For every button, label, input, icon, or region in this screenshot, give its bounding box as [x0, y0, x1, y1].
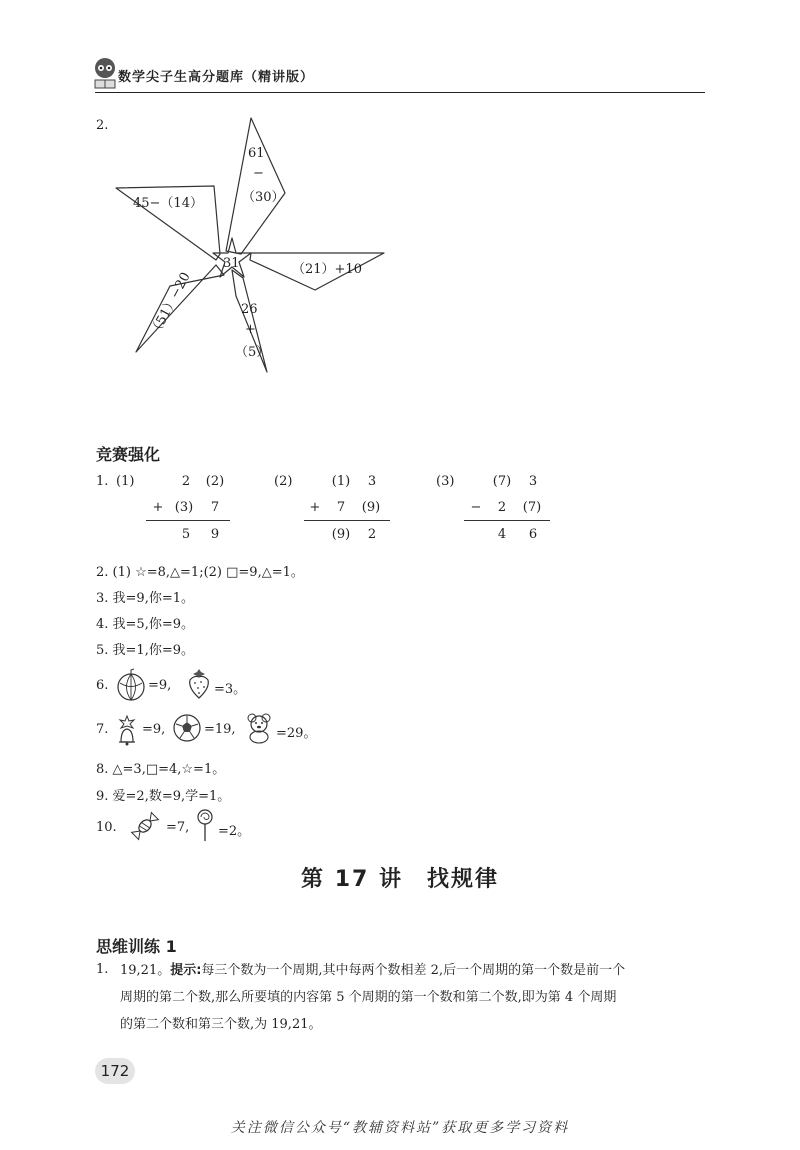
p2-operator: +	[309, 500, 321, 515]
p2-r1-c1: (1)	[331, 474, 351, 489]
p1-res-c1: 5	[181, 527, 191, 542]
q7-ball-value: =19,	[204, 722, 236, 737]
p2-sum-line	[304, 520, 390, 521]
q1-number: 1.	[96, 474, 109, 489]
lollipop-icon	[194, 808, 216, 842]
thinking-q1-line3: 的第二个数和第三个数,为 19,21。	[120, 1017, 322, 1032]
section-title-thinking: 思维训练 1	[96, 937, 177, 956]
star-center-value: 31	[223, 256, 240, 271]
p2-res-c2: 2	[367, 527, 377, 542]
book-title: 数学尖子生高分题库（精讲版）	[118, 70, 315, 85]
thinking-q1-number: 1.	[96, 962, 109, 977]
q7-bear-value: =29。	[276, 726, 317, 741]
q1-part3-label: (3)	[436, 474, 455, 489]
right-ray-expression: （21）+10	[292, 262, 362, 277]
top-ray-answer: （30）	[242, 190, 285, 205]
top-ray-operator: −	[253, 166, 264, 181]
thinking-q1-line2: 周期的第二个数,那么所要填的内容第 5 个周期的第一个数和第二个数,即为第 4 个周期	[120, 990, 617, 1005]
q6-strawberry-value: =3。	[214, 682, 247, 697]
q3-answer: 3. 我=9,你=1。	[96, 591, 194, 606]
p1-res-c2: 9	[210, 527, 220, 542]
soccer-ball-icon	[172, 713, 202, 743]
mascot-icon	[92, 56, 118, 90]
strawberry-icon	[186, 668, 212, 700]
candy-icon	[128, 810, 162, 842]
bottom-ray-answer: （5）	[235, 345, 270, 360]
p1-r1-c1: 2	[181, 474, 191, 489]
q9-answer: 9. 爱=2,数=9,学=1。	[96, 789, 231, 804]
p1-r2-c1: (3)	[174, 500, 194, 515]
bottom-ray-operator: +	[245, 322, 256, 337]
thinking-q1-line1	[120, 957, 700, 984]
p2-r1-c2: 3	[367, 474, 377, 489]
thinking-q1-body	[120, 957, 700, 1038]
q10-lollipop-value: =2。	[218, 824, 251, 839]
thinking-q1-answer: 19,21。	[120, 963, 171, 978]
section-title-competition: 竞赛强化	[96, 445, 161, 464]
footer-note: 关注微信公众号“教辅资料站”获取更多学习资料	[230, 1120, 570, 1136]
problem-2-number: 2.	[96, 118, 109, 133]
hint-text-1: 每三个数为一个周期,其中每两个数相差 2,后一个周期的第一个数是前一个	[201, 963, 626, 978]
p3-r2-c2: (7)	[522, 500, 542, 515]
q10-candy-value: =7,	[166, 820, 190, 835]
bottom-ray-addend: 26	[241, 302, 258, 317]
q1-part2-label: (2)	[274, 474, 293, 489]
left-ray-expression: 45−（14）	[133, 196, 203, 211]
p3-diff-line	[464, 520, 550, 521]
q2-answer: 2. (1) ☆=8,△=1;(2) □=9,△=1。	[96, 565, 304, 580]
lower-left-ray-expression: （51）−20	[147, 270, 194, 339]
q10-number: 10.	[96, 820, 117, 835]
q8-answer: 8. △=3,□=4,☆=1。	[96, 762, 226, 777]
p3-operator: −	[470, 500, 482, 515]
q7-number: 7.	[96, 722, 109, 737]
top-ray-minuend: 61	[248, 146, 265, 161]
p3-r1-c1: (7)	[492, 474, 512, 489]
q6-watermelon-value: =9,	[148, 678, 172, 693]
p2-r2-c2: (9)	[361, 500, 381, 515]
lesson-title: 第 17 讲 找规律	[301, 867, 499, 892]
page-number: 172	[95, 1058, 135, 1084]
p2-r2-c1: 7	[336, 500, 346, 515]
p3-res-c1: 4	[497, 527, 507, 542]
q7-bell-value: =9,	[142, 722, 166, 737]
p3-res-c2: 6	[528, 527, 538, 542]
p3-r1-c2: 3	[528, 474, 538, 489]
p2-res-c1: (9)	[331, 527, 351, 542]
p1-sum-line	[146, 520, 230, 521]
p1-r2-c2: 7	[210, 500, 220, 515]
teddy-bear-icon	[244, 712, 274, 744]
header-rule	[95, 92, 705, 93]
q4-answer: 4. 我=5,你=9。	[96, 617, 194, 632]
q1-part1-label: (1)	[116, 474, 135, 489]
q6-number: 6.	[96, 678, 109, 693]
hint-label: 提示:	[170, 963, 202, 978]
p1-operator: +	[152, 500, 164, 515]
q5-answer: 5. 我=1,你=9。	[96, 643, 194, 658]
p1-r1-c2: (2)	[205, 474, 225, 489]
bell-icon	[114, 712, 140, 746]
watermelon-icon	[116, 668, 146, 702]
p3-r2-c1: 2	[497, 500, 507, 515]
